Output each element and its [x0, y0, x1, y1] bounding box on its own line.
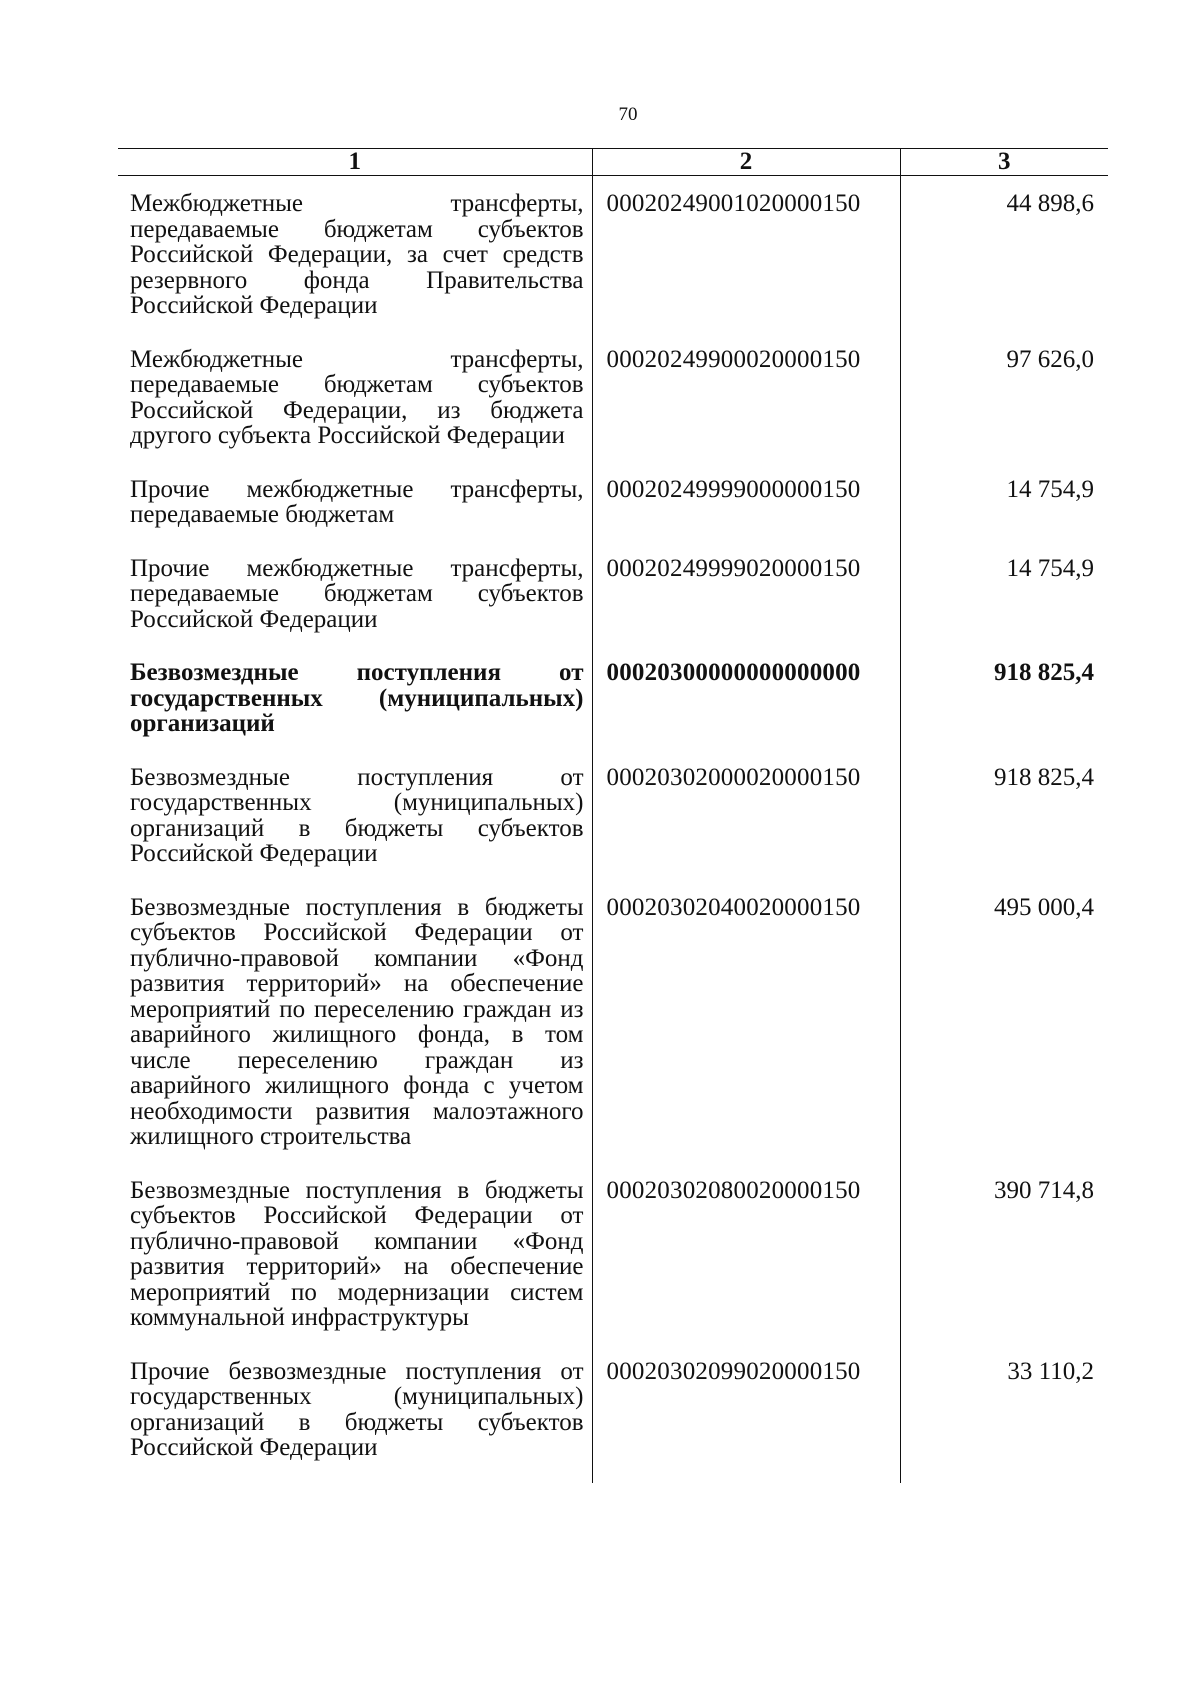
- row-amount: 14 754,9: [900, 556, 1108, 661]
- page-number: 70: [618, 104, 638, 125]
- header-row: [118, 149, 1108, 176]
- row-name: Безвозмездные поступления от государственных (муниципальных) организаций: [130, 659, 584, 737]
- row-name: Межбюджетные трансферты, передаваемые бюджетам субъектов Российской Федерации, за счет средств резервного фонда Правительства Российской Федерации: [130, 190, 584, 319]
- column-header-2: 2: [592, 149, 900, 176]
- row-name: Безвозмездные поступления от государственных (муниципальных) организаций в бюджеты субъектов Российской Федерации: [130, 763, 584, 867]
- table-row: [118, 895, 1108, 1178]
- column-header-3: 3: [900, 149, 1108, 176]
- table-header: [118, 149, 1108, 176]
- table-body: [118, 176, 1108, 1483]
- row-code: 00020249900020000150: [592, 347, 900, 477]
- row-amount: 33 110,2: [900, 1359, 1108, 1483]
- table-row: [118, 176, 1108, 347]
- row-code: 00020249999000000150: [592, 477, 900, 556]
- table-row: [118, 765, 1108, 895]
- row-name: Прочие межбюджетные трансферты, передаваемые бюджетам: [130, 475, 584, 528]
- row-code: 00020302099020000150: [592, 1359, 900, 1483]
- table-row: [118, 477, 1108, 556]
- table-row: [118, 1178, 1108, 1359]
- row-amount: 918 825,4: [900, 765, 1108, 895]
- row-code: 00020300000000000000: [592, 660, 900, 765]
- column-header-1: 1: [118, 149, 592, 176]
- table-row: [118, 1359, 1108, 1483]
- row-amount: 390 714,8: [900, 1178, 1108, 1359]
- table-row: [118, 660, 1108, 765]
- row-code: 00020249999020000150: [592, 556, 900, 661]
- table-row: [118, 556, 1108, 661]
- row-code: 00020302080020000150: [592, 1178, 900, 1359]
- row-name: Безвозмездные поступления в бюджеты субъектов Российской Федерации от публично-правовой компании «Фонд развития территорий» на обеспечение мероприятий по переселению граждан из аварийного жилищного фонда, в том числе переселению граждан из аварийного жилищного фонда с учетом необходимости развития малоэтажного жилищного строительства: [130, 893, 584, 1150]
- budget-revenue-table: [118, 148, 1108, 1483]
- table-row: [118, 347, 1108, 477]
- row-code: 00020302000020000150: [592, 765, 900, 895]
- row-amount: 44 898,6: [900, 176, 1108, 347]
- row-code: 00020249001020000150: [592, 176, 900, 347]
- row-name: Прочие межбюджетные трансферты, передаваемые бюджетам субъектов Российской Федерации: [130, 554, 584, 633]
- row-name: Безвозмездные поступления в бюджеты субъектов Российской Федерации от публично-правовой компании «Фонд развития территорий» на обеспечение мероприятий по модернизации систем коммунальной инфраструктуры: [130, 1176, 584, 1331]
- row-amount: 14 754,9: [900, 477, 1108, 556]
- row-amount: 97 626,0: [900, 347, 1108, 477]
- row-amount: 495 000,4: [900, 895, 1108, 1178]
- row-name: Прочие безвозмездные поступления от государственных (муниципальных) организаций в бюджеты субъектов Российской Федерации: [130, 1357, 584, 1461]
- row-amount: 918 825,4: [900, 660, 1108, 765]
- row-code: 00020302040020000150: [592, 895, 900, 1178]
- row-name: Межбюджетные трансферты, передаваемые бюджетам субъектов Российской Федерации, из бюджета другого субъекта Российской Федерации: [130, 345, 584, 449]
